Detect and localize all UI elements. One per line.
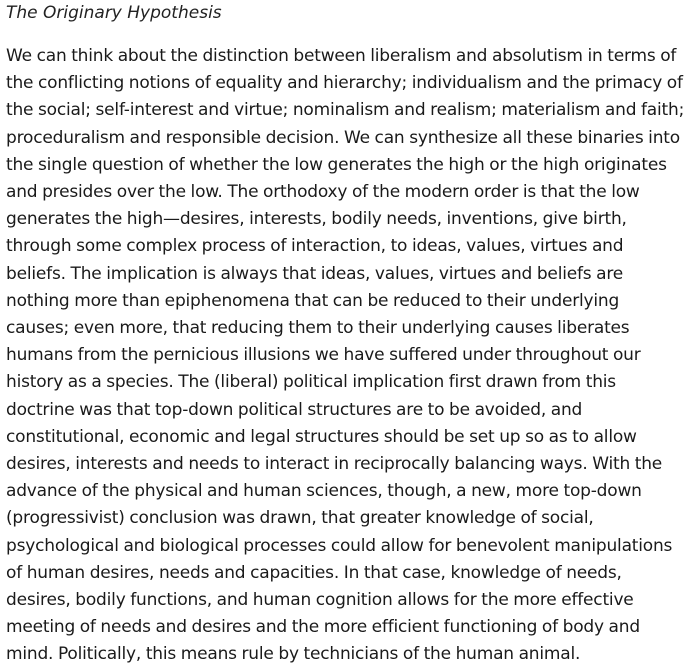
article (6, 0, 686, 669)
article-paragraph: We can think about the distinction between liberalism and absolutism in terms of the conflicting notions of equality and hierarchy; individualism and the primacy of the social; self-interest and virtue; nominalism and realism; materialism and faith; proceduralism and responsible decision. We can synthesize all these binaries into the single question of whether the low generates the high or the high originates and presides over the low. The orthodoxy of the modern order is that the low generates the high—desires, interests, bodily needs, inventions, give birth, through some complex process of interaction, to ideas, values, virtues and beliefs. The implication is always that ideas, values, virtues and beliefs are nothing more than epiphenomena that can be reduced to their underlying causes; even more, that reducing them to their underlying causes liberates humans from the pernicious illusions we have suffered under throughout our history as a species. The (liberal) political implication first drawn from this doctrine was that top-down political structures are to be avoided, and constitutional, economic and legal structures should be set up so as to allow desires, interests and needs to interact in reciprocally balancing ways. With the advance of the physical and human sciences, though, a new, more top-down (progressivist) conclusion was drawn, that greater knowledge of social, psychological and biological processes could allow for benevolent manipulations of human desires, needs and capacities. In that case, knowledge of needs, desires, bodily functions, and human cognition allows for the more effective meeting of needs and desires and the more efficient functioning of body and mind. Politically, this means rule by technicians of the human animal. (6, 46, 685, 665)
article-title: The Originary Hypothesis (6, 3, 222, 23)
